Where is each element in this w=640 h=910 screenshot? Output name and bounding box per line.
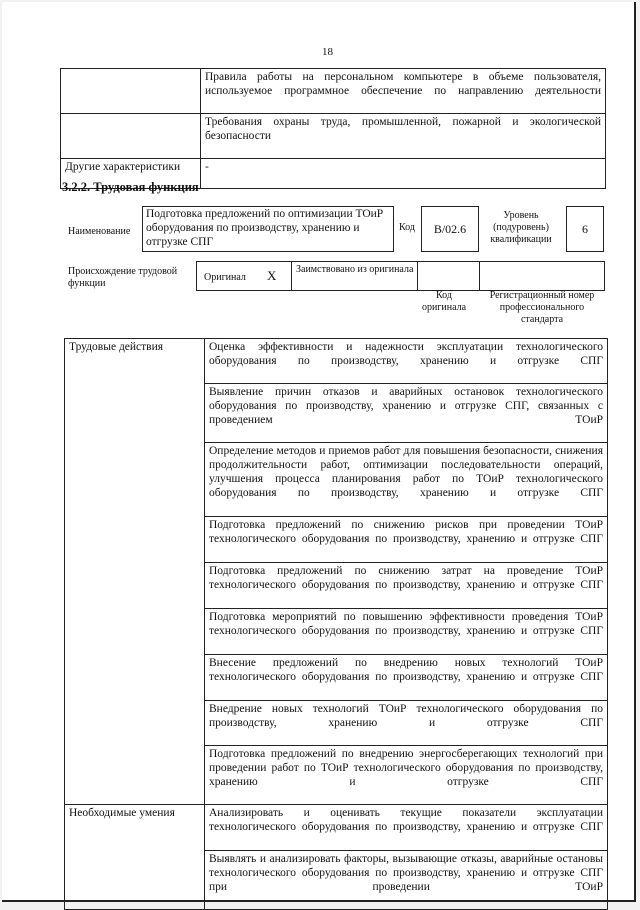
section-title: 3.2.2. Трудовая функция	[62, 180, 199, 194]
name-label: Наименование	[68, 226, 131, 237]
origin-divider	[291, 262, 292, 290]
labor-action-item: Подготовка предложений по снижению рисков при проведении ТОиР технологического оборудования по производству, хранению и отгрузке СПГ	[205, 517, 608, 563]
borrowed-label: Заимствовано из оригинала	[296, 264, 414, 275]
labor-action-item: Подготовка предложений по снижению затрат на проведение ТОиР технологического оборудования по производству, хранению и отгрузке СПГ	[205, 563, 608, 609]
function-name-value: Подготовка предложений по оптимизации ТОиР оборудования по производству, хранению и отгрузке СПГ	[146, 208, 384, 248]
level-label: Уровень (подуровень) квалификации	[490, 210, 552, 245]
top-table-label-cell	[61, 69, 201, 114]
origin-divider	[479, 262, 480, 290]
other-characteristics-label: Другие характеристики	[61, 159, 201, 189]
skill-item: Выявлять и анализировать факторы, вызывающие отказы, аварийные остановы технологического оборудования по производству, хранению и отгрузке СПГ при проведении ТОиР	[205, 851, 608, 910]
function-name-box	[142, 206, 394, 252]
skills-label: Необходимые умения	[65, 805, 205, 910]
level-value: 6	[582, 221, 588, 236]
top-table-label-cell	[61, 114, 201, 159]
page-number: 18	[322, 46, 333, 58]
original-mark: X	[267, 268, 277, 283]
labor-action-item: Подготовка мероприятий по повышению эффективности проведения ТОиР технологического оборудования по производству, хранению и отгрузке СПГ	[205, 609, 608, 655]
labor-action-item: Подготовка предложений по внедрению энергосберегающих технологий при проведении работ по ТОиР технологического оборудования по производству, хранению и отгрузке СПГ	[205, 746, 608, 805]
top-table-value-cell: Правила работы на персональном компьютере в объеме пользователя, используемое программное обеспечение по направлению деятельности	[201, 69, 606, 114]
skill-item: Анализировать и оценивать текущие показатели эксплуатации технологического оборудования по производству, хранению и отгрузке СПГ	[205, 805, 608, 851]
reg-number-caption: Регистрационный номер профессионального стандарта	[489, 290, 595, 325]
labor-actions-label: Трудовые действия	[65, 339, 205, 805]
code-label: Код	[399, 222, 415, 233]
labor-action-item: Внедрение новых технологий ТОиР технологического оборудования по производству, хранению и отгрузке СПГ	[205, 701, 608, 746]
main-table	[64, 338, 608, 910]
labor-action-item: Внесение предложений по внедрению новых технологий ТОиР технологического оборудования по производству, хранению и отгрузке СПГ	[205, 655, 608, 701]
function-code-value: B/02.6	[433, 221, 467, 236]
top-table	[60, 68, 606, 189]
original-label: Оригинал	[204, 272, 246, 283]
labor-action-item: Определение методов и приемов работ для повышения безопасности, снижения продолжительности работ, оптимизации последовательности операций, улучшения процесса планирования работ по ТОиР технологического оборудования по производству, хранению и отгрузке СПГ	[205, 443, 608, 517]
function-code-box	[421, 206, 479, 252]
labor-action-item: Выявление причин отказов и аварийных остановок технологического оборудования по производству, хранению и отгрузке СПГ, связанных с проведением ТОиР	[205, 384, 608, 443]
labor-action-item: Оценка эффективности и надежности эксплуатации технологического оборудования по производству, хранению и отгрузке СПГ	[205, 339, 608, 384]
origin-row	[196, 261, 605, 291]
other-characteristics-value: -	[201, 159, 606, 189]
code-original-caption: Код оригинала	[421, 290, 467, 313]
origin-divider	[417, 262, 418, 290]
level-box	[566, 206, 604, 252]
document-page	[2, 2, 636, 902]
origin-label: Происхождение трудовой функции	[68, 266, 178, 289]
top-table-value-cell: Требования охраны труда, промышленной, пожарной и экологической безопасности	[201, 114, 606, 159]
